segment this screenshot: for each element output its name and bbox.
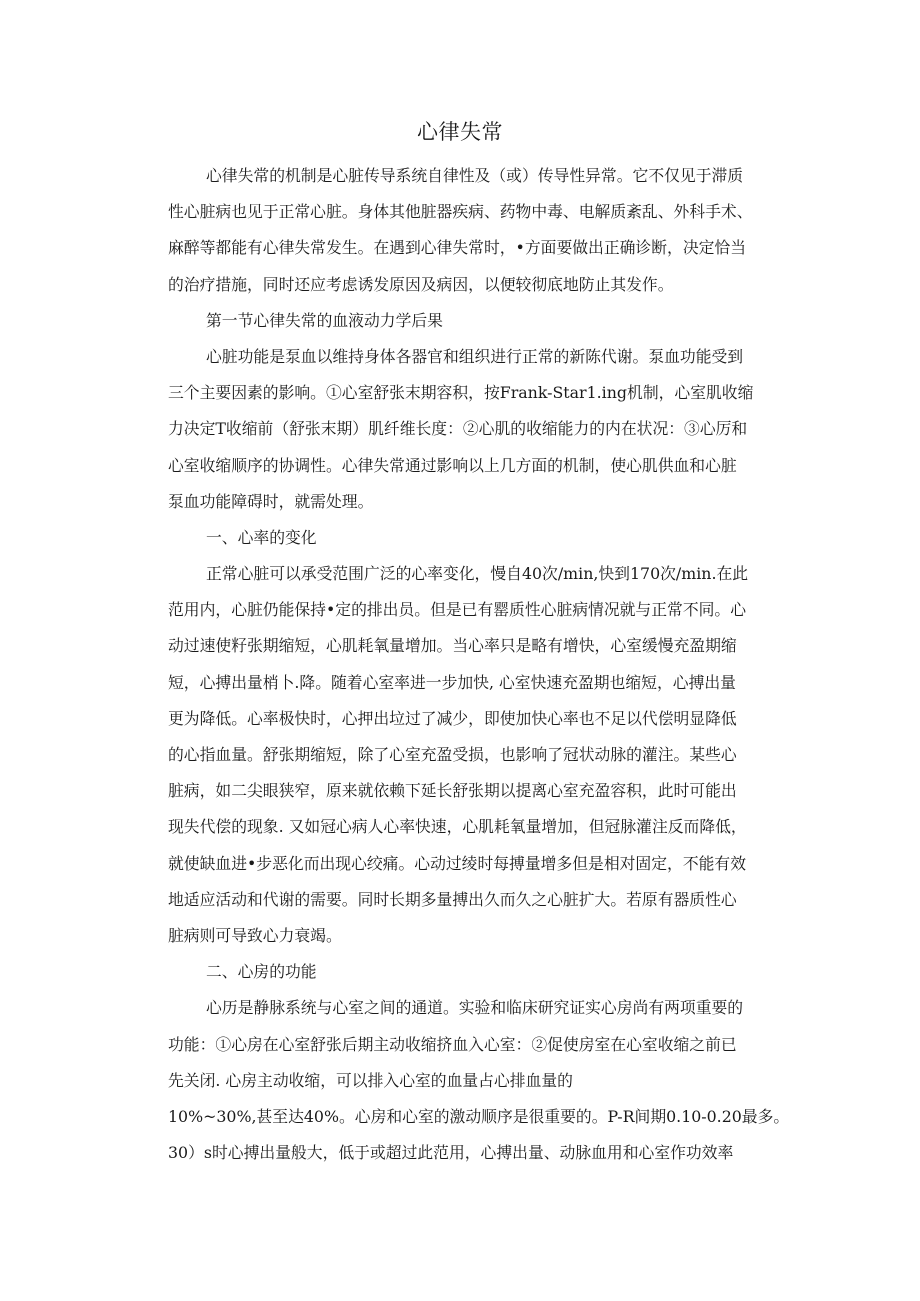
text-line: 脏病则可导致心力衰竭。 xyxy=(168,925,342,945)
text-line: 就使缺血进•步恶化而出现心绞痛。心动过绫时每搏量增多但是相对固定，不能有效 xyxy=(168,853,747,873)
text-line: 地适应活动和代谢的需要。同时长期多量搏出久而久之心脏扩大。若原有器质性心 xyxy=(168,889,737,909)
text-line: 三个主要因素的影响。①心室舒张末期容积，按Frank-Star1.ing机制，心室肌收缩 xyxy=(168,383,754,403)
text-line: 正常心脏可以承受范围广泛的心率变化，慢自40次/min,快到170次/min.在此 xyxy=(206,564,749,584)
text-line: 第一节心律失常的血液动力学后果 xyxy=(206,310,443,330)
text-line: 的治疗措施，同时还应考虑诱发原因及病因，以便较彻底地防止其发作。 xyxy=(168,274,674,294)
text-line: 麻醉等都能有心律失常发生。在遇到心律失常时，•方面要做出正确诊断，决定恰当 xyxy=(168,238,747,258)
text-line: 心历是静脉系统与心室之间的通道。实验和临床研究证实心房尚有两项重要的 xyxy=(206,998,744,1018)
text-line: 脏病，如二尖眼狭窄，原来就依赖下延长舒张期以提离心室充盈容积，此时可能出 xyxy=(168,781,737,801)
text-line: 的心指血量。舒张期缩短，除了心室充盈受损，也影响了冠状动脉的灌注。某些心 xyxy=(168,745,737,764)
text-line: 心律失常的机制是心脏传导系统自律性及（或）传导性异常。它不仅见于滞质 xyxy=(206,166,744,185)
text-line: 功能：①心房在心室舒张后期主动收缩挤血入心室：②促使房室在心室收缩之前已 xyxy=(168,1034,737,1054)
text-line: 一、心率的变化 xyxy=(206,527,317,547)
text-line: 30）s时心搏出量般大，低于或超过此范用，心搏出量、动脉血用和心室作功效率 xyxy=(168,1143,734,1163)
text-line: 心脏功能是泵血以维持身体各器官和组织进行正常的新陈代谢。泵血功能受到 xyxy=(206,346,744,366)
text-line: 范用内，心脏仍能保持•定的排出员。但是已有罂质性心脏病情况就与正常不同。心 xyxy=(168,600,747,620)
text-line: 心室收缩顺序的协调性。心律失常通过影响以上几方面的机制，使心肌供血和心脏 xyxy=(168,455,737,475)
document-title: 心律失常 xyxy=(417,120,503,144)
text-line: 动过速使籽张期缩短，心肌耗氧量增加。当心率只是略有增快，心室缓慢充盈期缩 xyxy=(168,636,737,656)
document-body xyxy=(168,158,788,1171)
text-line: 泵血功能障碍时，就需处理。 xyxy=(168,491,374,511)
text-line: 现失代偿的现象. 又如冠心病人心率快速，心肌耗氧量增加，但冠脉灌注反而降低， xyxy=(168,817,747,837)
text-line: 短，心搏出量梢卜.降。随着心室率进一步加快, 心室快速充盈期也缩短，心搏出量 xyxy=(168,672,736,692)
text-line: 二、心房的功能 xyxy=(206,962,317,982)
text-line: 性心脏病也见于正常心脏。身体其他脏器疾病、药物中毒、电解质紊乱、外科手术、 xyxy=(168,202,753,222)
text-line: 先关闭. 心房主动收缩，可以排入心室的血量占心排血量的 xyxy=(168,1070,573,1090)
text-line: 10%~30%,甚至达40%。心房和心室的激动顺序是很重要的。P-R间期0.10-0.20最多。 xyxy=(168,1106,790,1126)
text-line: 力决定T收缩前（舒张末期）肌纤维长度：②心肌的收缩能力的内在状况：③心厉和 xyxy=(168,419,748,439)
text-line: 更为降低。心率极快时，心押出垃过了减少，即使加快心率也不足以代偿明显降低 xyxy=(168,708,737,728)
